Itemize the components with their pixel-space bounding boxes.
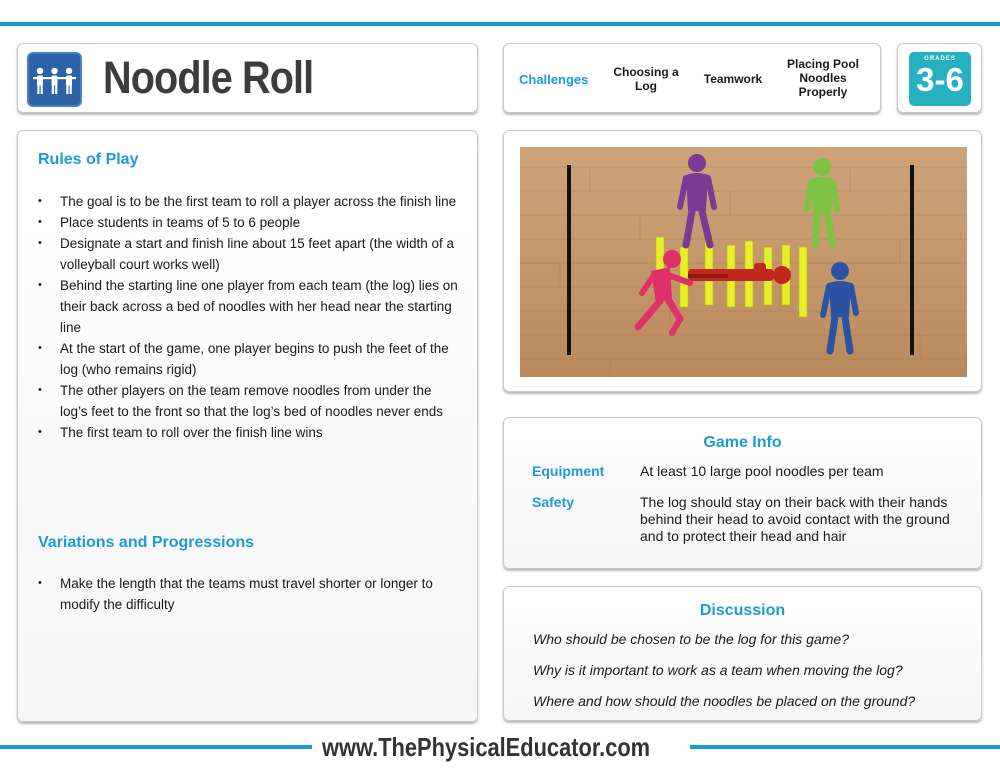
rules-list: [36, 191, 461, 443]
rule-item: • The goal is to be the first team to roll a player across the finish line: [36, 191, 461, 212]
equipment-value: At least 10 large pool noodles per team: [640, 463, 884, 479]
footer-website-link[interactable]: www.ThePhysicalEducator.com: [322, 732, 651, 762]
variation-item: • Make the length that the teams must travel shorter or longer to modify the difficulty: [36, 573, 461, 615]
discussion-heading: Discussion: [699, 602, 786, 619]
grades-label: GRADES: [924, 56, 956, 62]
rule-item: • The other players on the team remove noodles from under the log’s feet to the front so that the log’s bed of noodles never ends: [36, 380, 461, 422]
rules-panel: [17, 130, 478, 722]
challenge-item: Teamwork: [703, 72, 763, 86]
discussion-panel: [503, 586, 982, 721]
rule-item: • At the start of the game, one player begins to push the feet of the log (who remains rigid): [36, 338, 461, 380]
discussion-question: Where and how should the noodles be placed on the ground?: [533, 693, 916, 709]
group-of-people-icon: [27, 52, 82, 107]
variations-list: [36, 573, 461, 615]
safety-value: The log should stay on their back with their hands behind their head to avoid contact with the ground and to protect their head and hair: [640, 494, 950, 544]
discussion-question: Who should be chosen to be the log for this game?: [533, 631, 849, 647]
rule-item: • Designate a start and finish line about 15 feet apart (the width of a volleyball court works well): [36, 233, 461, 275]
grades-range: 3-6: [916, 61, 964, 98]
challenge-item: Placing Pool Noodles Properly: [786, 57, 859, 99]
game-title: Noodle Roll: [103, 52, 314, 103]
rules-heading: Rules of Play: [38, 151, 139, 168]
start-line: [567, 165, 571, 355]
challenges-panel: [503, 43, 881, 113]
finish-line: [910, 165, 914, 355]
challenge-item: Choosing a Log: [613, 65, 679, 93]
grades-panel: [897, 43, 982, 113]
illustration-panel: [503, 130, 982, 392]
challenges-label: Challenges: [519, 72, 589, 87]
discussion-question: Why is it important to work as a team when moving the log?: [533, 662, 903, 678]
top-blue-rule: [0, 22, 1000, 26]
game-info-heading: Game Info: [703, 434, 782, 451]
variations-heading: Variations and Progressions: [38, 534, 255, 551]
rule-item: • Place students in teams of 5 to 6 people: [36, 212, 461, 233]
safety-label: Safety: [532, 494, 575, 510]
grades-badge: [909, 52, 971, 106]
footer-rule-right: [690, 745, 1000, 749]
equipment-label: Equipment: [532, 463, 605, 479]
footer-rule-left: [0, 745, 312, 749]
rule-item: • Behind the starting line one player from each team (the log) lies on their back across a bed of noodles with her head near the starting line: [36, 275, 461, 338]
title-panel: [17, 43, 478, 113]
game-info-panel: [503, 417, 982, 569]
rule-item: • The first team to roll over the finish line wins: [36, 422, 461, 443]
game-illustration: [520, 147, 967, 377]
